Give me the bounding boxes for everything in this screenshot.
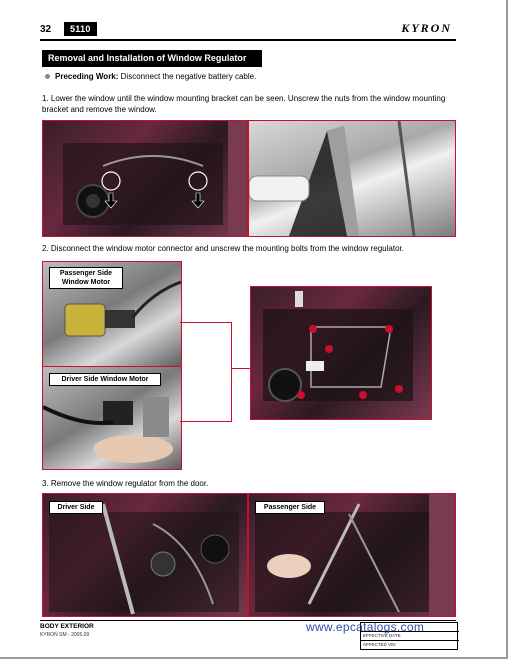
brand-logo: KYRON [401,21,452,35]
step-1-text: 1. Lower the window until the window mounting bracket can be seen. Unscrew the nuts from the window mounting bracket and remove the window. [42,94,446,114]
photo-door-regulator-bolts [250,286,432,420]
section-code-badge: 5110 [64,22,97,36]
step-2-text: 2. Disconnect the window motor connector and unscrew the mounting bolts from the window regulator. [42,244,404,253]
bullet-icon [45,74,50,79]
connector-line-bottom [180,421,232,422]
photo-driver-motor [42,366,182,470]
preceding-work-label: Preceding Work: [55,72,119,81]
label-passenger-side-window-motor: Passenger Side Window Motor [49,267,123,289]
section-title: Removal and Installation of Window Regulator [42,50,262,67]
rev-row-effective-date: EFFECTIVE DATE [361,632,459,641]
watermark-link[interactable]: www.epcatalogs.com [306,620,425,634]
photo-door-bracket [42,120,248,237]
footer-subtitle: KYRON SM - 2005.09 [40,632,90,638]
label-passenger-side: Passenger Side [255,501,325,514]
photo-window-removal [248,120,456,237]
header-rule [40,39,456,41]
rev-row-affected-vin: AFFECTED VIN [363,642,396,647]
footer-title: BODY EXTERIOR [40,623,94,630]
window-glass-illustration [249,121,455,236]
photo-passenger-motor [42,261,182,367]
preceding-work [55,71,256,82]
preceding-work-text: Disconnect the negative battery cable. [120,72,257,81]
door-regulator-illustration [251,287,431,419]
door-inner-panel-illustration [43,121,247,236]
photo-driver-regulator [42,493,248,617]
connector-line-top [180,322,232,323]
step-3-text: 3. Remove the window regulator from the door. [42,479,209,488]
photo-passenger-regulator [248,493,456,617]
label-driver-side: Driver Side [49,501,103,514]
label-driver-side-window-motor: Driver Side Window Motor [49,373,161,386]
page-number: 32 [40,24,52,35]
connector-line-vertical [231,322,232,422]
